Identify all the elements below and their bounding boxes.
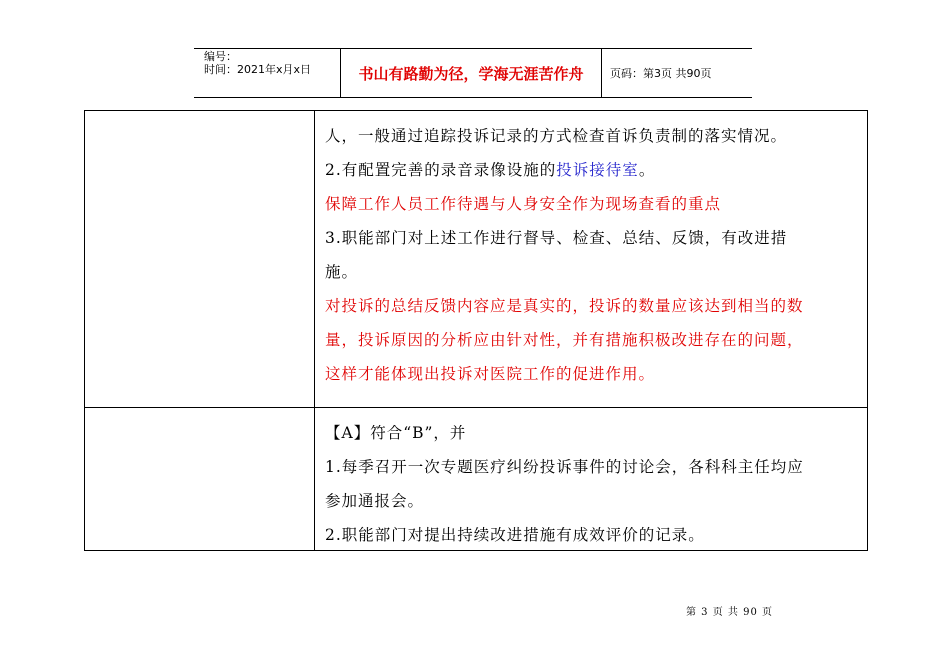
doc-number-label: 编号： (204, 50, 237, 63)
note-line: 量，投诉原因的分析应由针对性，并有措施积极改进存在的问题， (325, 331, 804, 349)
page-header (194, 48, 752, 98)
doc-time-label: 时间：2021年x月x日 (204, 63, 312, 76)
note-line: 保障工作人员工作待遇与人身安全作为现场查看的重点 (325, 195, 722, 213)
table-row (85, 408, 868, 551)
header-meta (194, 49, 340, 97)
grade-line: 【A】符合“B”，并 (325, 424, 467, 442)
text-line: 参加通报会。 (325, 492, 425, 510)
header-page-code: 页码：第3页 共90页 (610, 67, 712, 80)
text-line: 3.职能部门对上述工作进行督导、检查、总结、反馈，有改进措 (325, 229, 788, 247)
text-line: 1.每季召开一次专题医疗纠纷投诉事件的讨论会，各科科主任均应 (325, 458, 804, 476)
content-cell (315, 408, 868, 551)
text-line: 2.有配置完善的录音录像设施的投诉接待室。 (325, 161, 656, 179)
empty-left-cell (85, 111, 315, 408)
note-line: 这样才能体现出投诉对医院工作的促进作用。 (325, 365, 656, 383)
highlight-term: 投诉接待室 (556, 161, 639, 179)
header-motto: 书山有路勤为径，学海无涯苦作舟 (340, 49, 602, 97)
text-line: 人，一般通过追踪投诉记录的方式检查首诉负责制的落实情况。 (325, 127, 788, 145)
standards-table (84, 110, 868, 551)
table-row (85, 111, 868, 408)
empty-left-cell (85, 408, 315, 551)
note-line: 对投诉的总结反馈内容应是真实的，投诉的数量应该达到相当的数 (325, 297, 804, 315)
content-cell (315, 111, 868, 408)
text-line: 施。 (325, 263, 359, 281)
text-line: 2.职能部门对提出持续改进措施有成效评价的记录。 (325, 526, 705, 544)
page-footer: 第 3 页 共 90 页 (686, 607, 773, 618)
